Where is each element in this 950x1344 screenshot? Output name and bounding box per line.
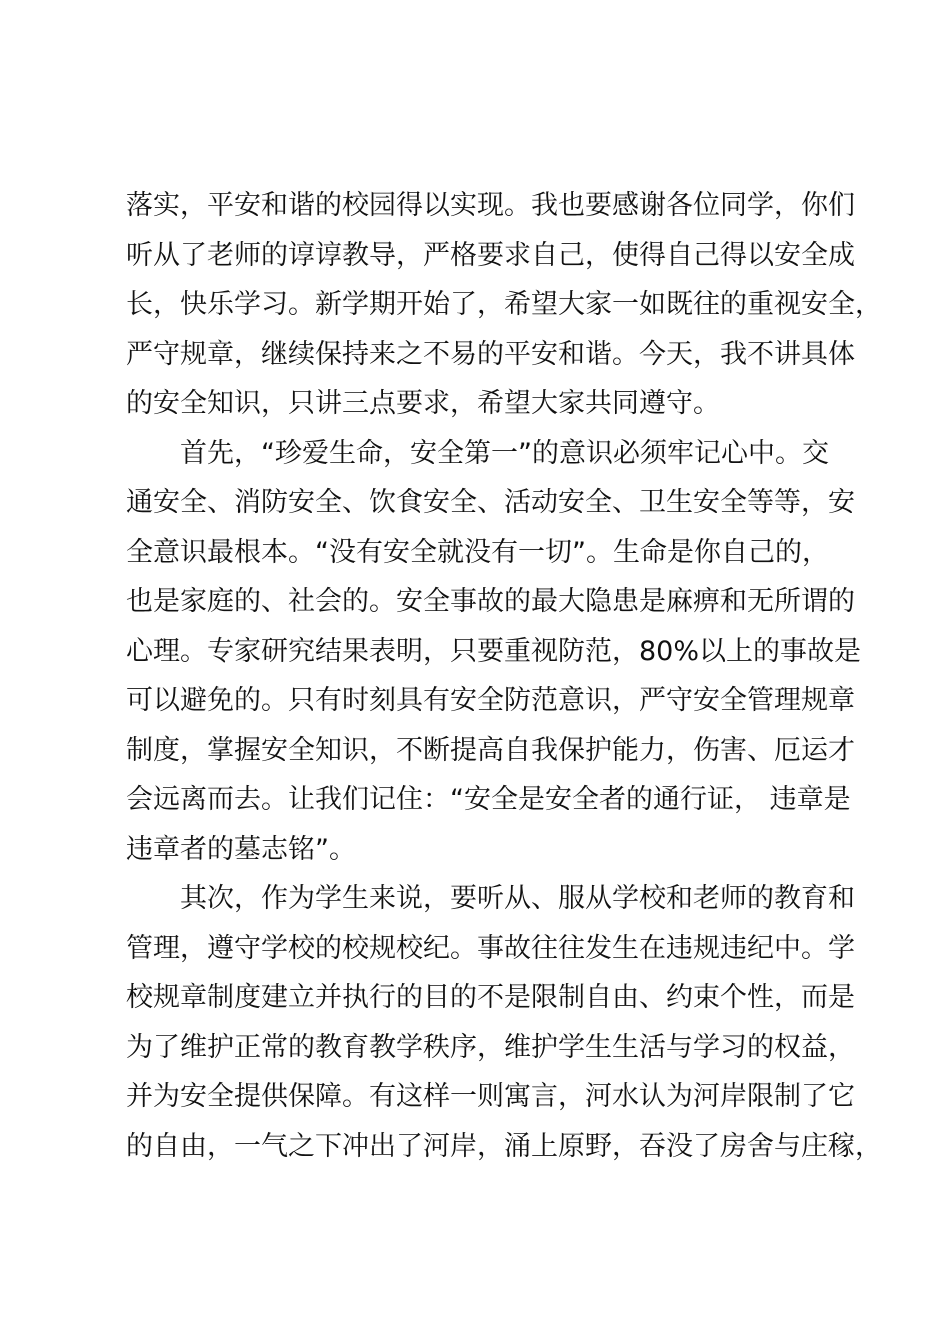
text-line: 严守规章，继续保持来之不易的平安和谐。今天，我不讲具体 bbox=[126, 338, 855, 370]
text-line: 全意识最根本。“没有安全就没有一切”。生命是你自己的， bbox=[126, 536, 829, 568]
text-line: 听从了老师的谆谆教导，严格要求自己，使得自己得以安全成 bbox=[126, 239, 855, 271]
text-line: 落实，平安和谐的校园得以实现。我也要感谢各位同学，你们 bbox=[126, 190, 855, 221]
text-line: 的安全知识，只讲三点要求，希望大家共同遵守。 bbox=[126, 388, 720, 419]
text-line: 管理，遵守学校的校规校纪。事故往往发生在违规违纪中。学 bbox=[126, 932, 855, 964]
text-line: 会远离而去。让我们记住：“安全是安全者的通行证， 违章是 bbox=[126, 784, 851, 815]
text-line: 长，快乐学习。新学期开始了，希望大家一如既往的重视安全， bbox=[126, 289, 882, 320]
body-text bbox=[126, 181, 882, 1171]
paragraph-first-line: 其次，作为学生来说，要听从、服从学校和老师的教育和 bbox=[180, 883, 855, 914]
text-line: 并为安全提供保障。有这样一则寓言，河水认为河岸限制了它 bbox=[126, 1081, 855, 1112]
text-line: 可以避免的。只有时刻具有安全防范意识，严守安全管理规章 bbox=[126, 685, 855, 716]
text-line: 也是家庭的、社会的。安全事故的最大隐患是麻痹和无所谓的 bbox=[126, 586, 855, 617]
text-line: 违章者的墓志铭”。 bbox=[126, 833, 356, 865]
paragraph-first-line: 首先，“珍爱生命，安全第一”的意识必须牢记心中。交 bbox=[180, 437, 829, 469]
text-line: 为了维护正常的教育教学秩序，维护学生生活与学习的权益， bbox=[126, 1031, 855, 1063]
text-line: 通安全、消防安全、饮食安全、活动安全、卫生安全等等，安 bbox=[126, 487, 855, 518]
text-line: 制度，掌握安全知识，不断提高自我保护能力，伤害、厄运才 bbox=[126, 734, 855, 766]
text-line: 心理。专家研究结果表明，只要重视防范，80%以上的事故是 bbox=[126, 635, 862, 667]
text-line: 校规章制度建立并执行的目的不是限制自由、约束个性，而是 bbox=[126, 982, 855, 1013]
text-line: 的自由，一气之下冲出了河岸，涌上原野，吞没了房舍与庄稼， bbox=[126, 1130, 882, 1162]
